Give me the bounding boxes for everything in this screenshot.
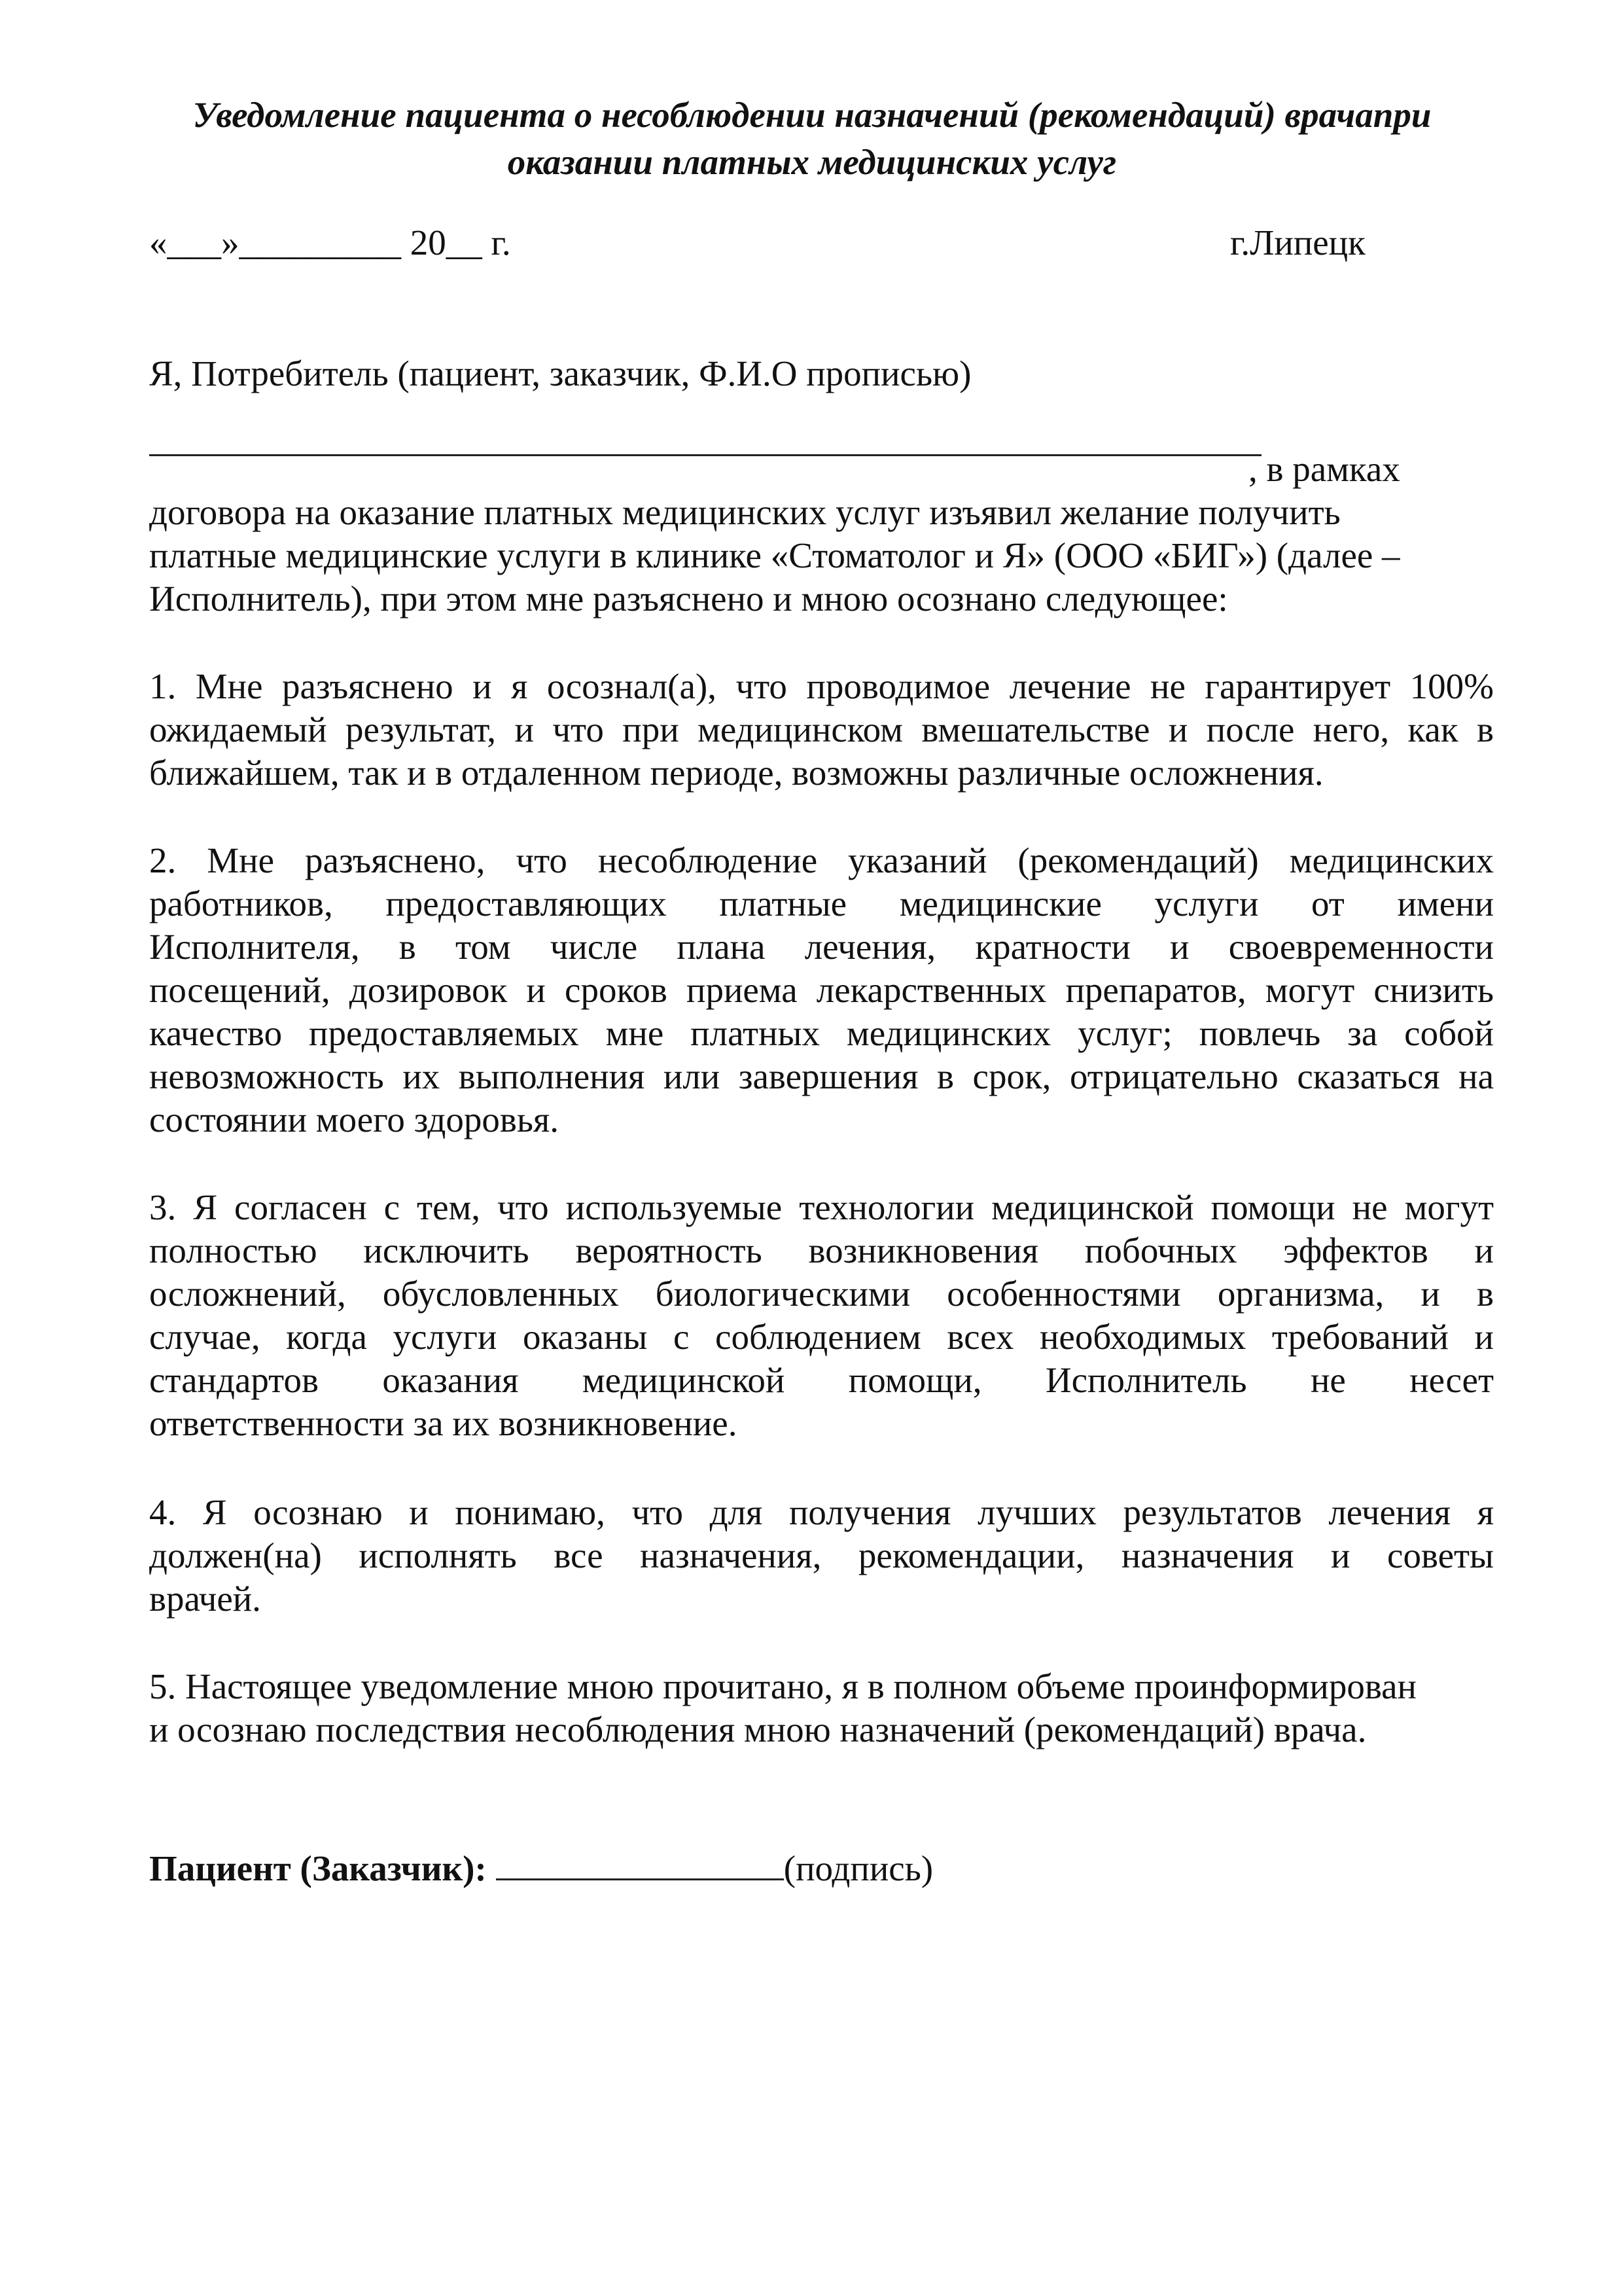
paragraph-3-line: ответственности за их возникновение. [149,1403,737,1443]
paragraph-2-line: состоянии моего здоровья. [149,1100,559,1139]
paragraph-3-line: 3. Я согласен с тем, что используемые технологии медицинской помощи не могут [149,1187,1494,1227]
paragraph-5-line: 5. Настоящее уведомление мною прочитано, я в полном объеме проинформирован [149,1666,1417,1706]
paragraph-5-line: и осознаю последствия несоблюдения мною назначений (рекомендаций) врача. [149,1710,1367,1749]
paragraph-4-line: 4. Я осознаю и понимаю, что для получения лучших результатов лечения я [149,1492,1494,1532]
paragraph-2-line: работников, предоставляющих платные медицинские услуги от имени [149,884,1494,924]
paragraph-4 [149,1491,1494,1621]
paragraph-1 [149,665,1494,795]
intro-paragraph [149,491,1494,620]
date-line: «___»_________ 20__ г. [149,223,511,262]
paragraph-3-line: случае, когда услуги оказаны с соблюдением всех необходимых требований и [149,1317,1494,1357]
intro-paragraph-line: платные медицинские услуги в клинике «Стоматолог и Я» (ООО «БИГ») (далее – [149,535,1400,575]
paragraph-3-line: осложнений, обусловленных биологическими особенностями организма, и в [149,1274,1494,1314]
paragraph-3-line: стандартов оказания медицинской помощи, Исполнитель не несет [149,1360,1494,1400]
document-title-line-2: оказании платных медицинских услуг [507,142,1117,182]
paragraph-2-line: посещений, дозировок и сроков приема лекарственных препаратов, могут снизить [149,970,1494,1010]
signature-hint: (подпись) [783,1848,934,1888]
paragraph-5 [149,1665,1494,1751]
paragraph-4-line: врачей. [149,1579,261,1619]
paragraph-3-line: полностью исключить вероятность возникновения побочных эффектов и [149,1230,1494,1270]
city-label: г.Липецк [1230,223,1366,262]
paragraph-1-line: 1. Мне разъяснено и я осознал(а), что проводимое лечение не гарантирует 100% [149,666,1494,706]
paragraph-2 [149,839,1494,1141]
intro-paragraph-line: договора на оказание платных медицинских услуг изъявил желание получить [149,492,1341,532]
signature-label: Пациент (Заказчик): [149,1848,487,1888]
signature-row [149,1847,933,1890]
paragraph-3 [149,1186,1494,1445]
paragraph-2-line: Исполнителя, в том числе плана лечения, кратности и своевременности [149,927,1494,967]
intro-tail: , в рамках [1248,449,1400,489]
paragraph-2-line: невозможность их выполнения или завершения в срок, отрицательно сказаться на [149,1056,1494,1096]
intro-paragraph-line: Исполнитель), при этом мне разъяснено и мною осознано следующее: [149,579,1228,619]
paragraph-2-line: качество предоставляемых мне платных медицинских услуг; повлечь за собой [149,1013,1494,1053]
document-title-line-1: Уведомление пациента о несоблюдении назначений (рекомендаций) врачапри [192,95,1432,135]
full-name-blank [149,454,1262,456]
paragraph-2-line: 2. Мне разъяснено, что несоблюдение указаний (рекомендаций) медицинских [149,840,1494,880]
paragraph-1-line: ближайшем, так и в отдаленном периоде, возможны различные осложнения. [149,753,1324,793]
intro-line: Я, Потребитель (пациент, заказчик, Ф.И.О прописью) [149,353,972,393]
paragraph-4-line: должен(на) исполнять все назначения, рекомендации, назначения и советы [149,1535,1494,1575]
paragraph-1-line: ожидаемый результат, и что при медицинском вмешательстве и после него, как в [149,709,1494,749]
signature-blank [496,1847,784,1880]
